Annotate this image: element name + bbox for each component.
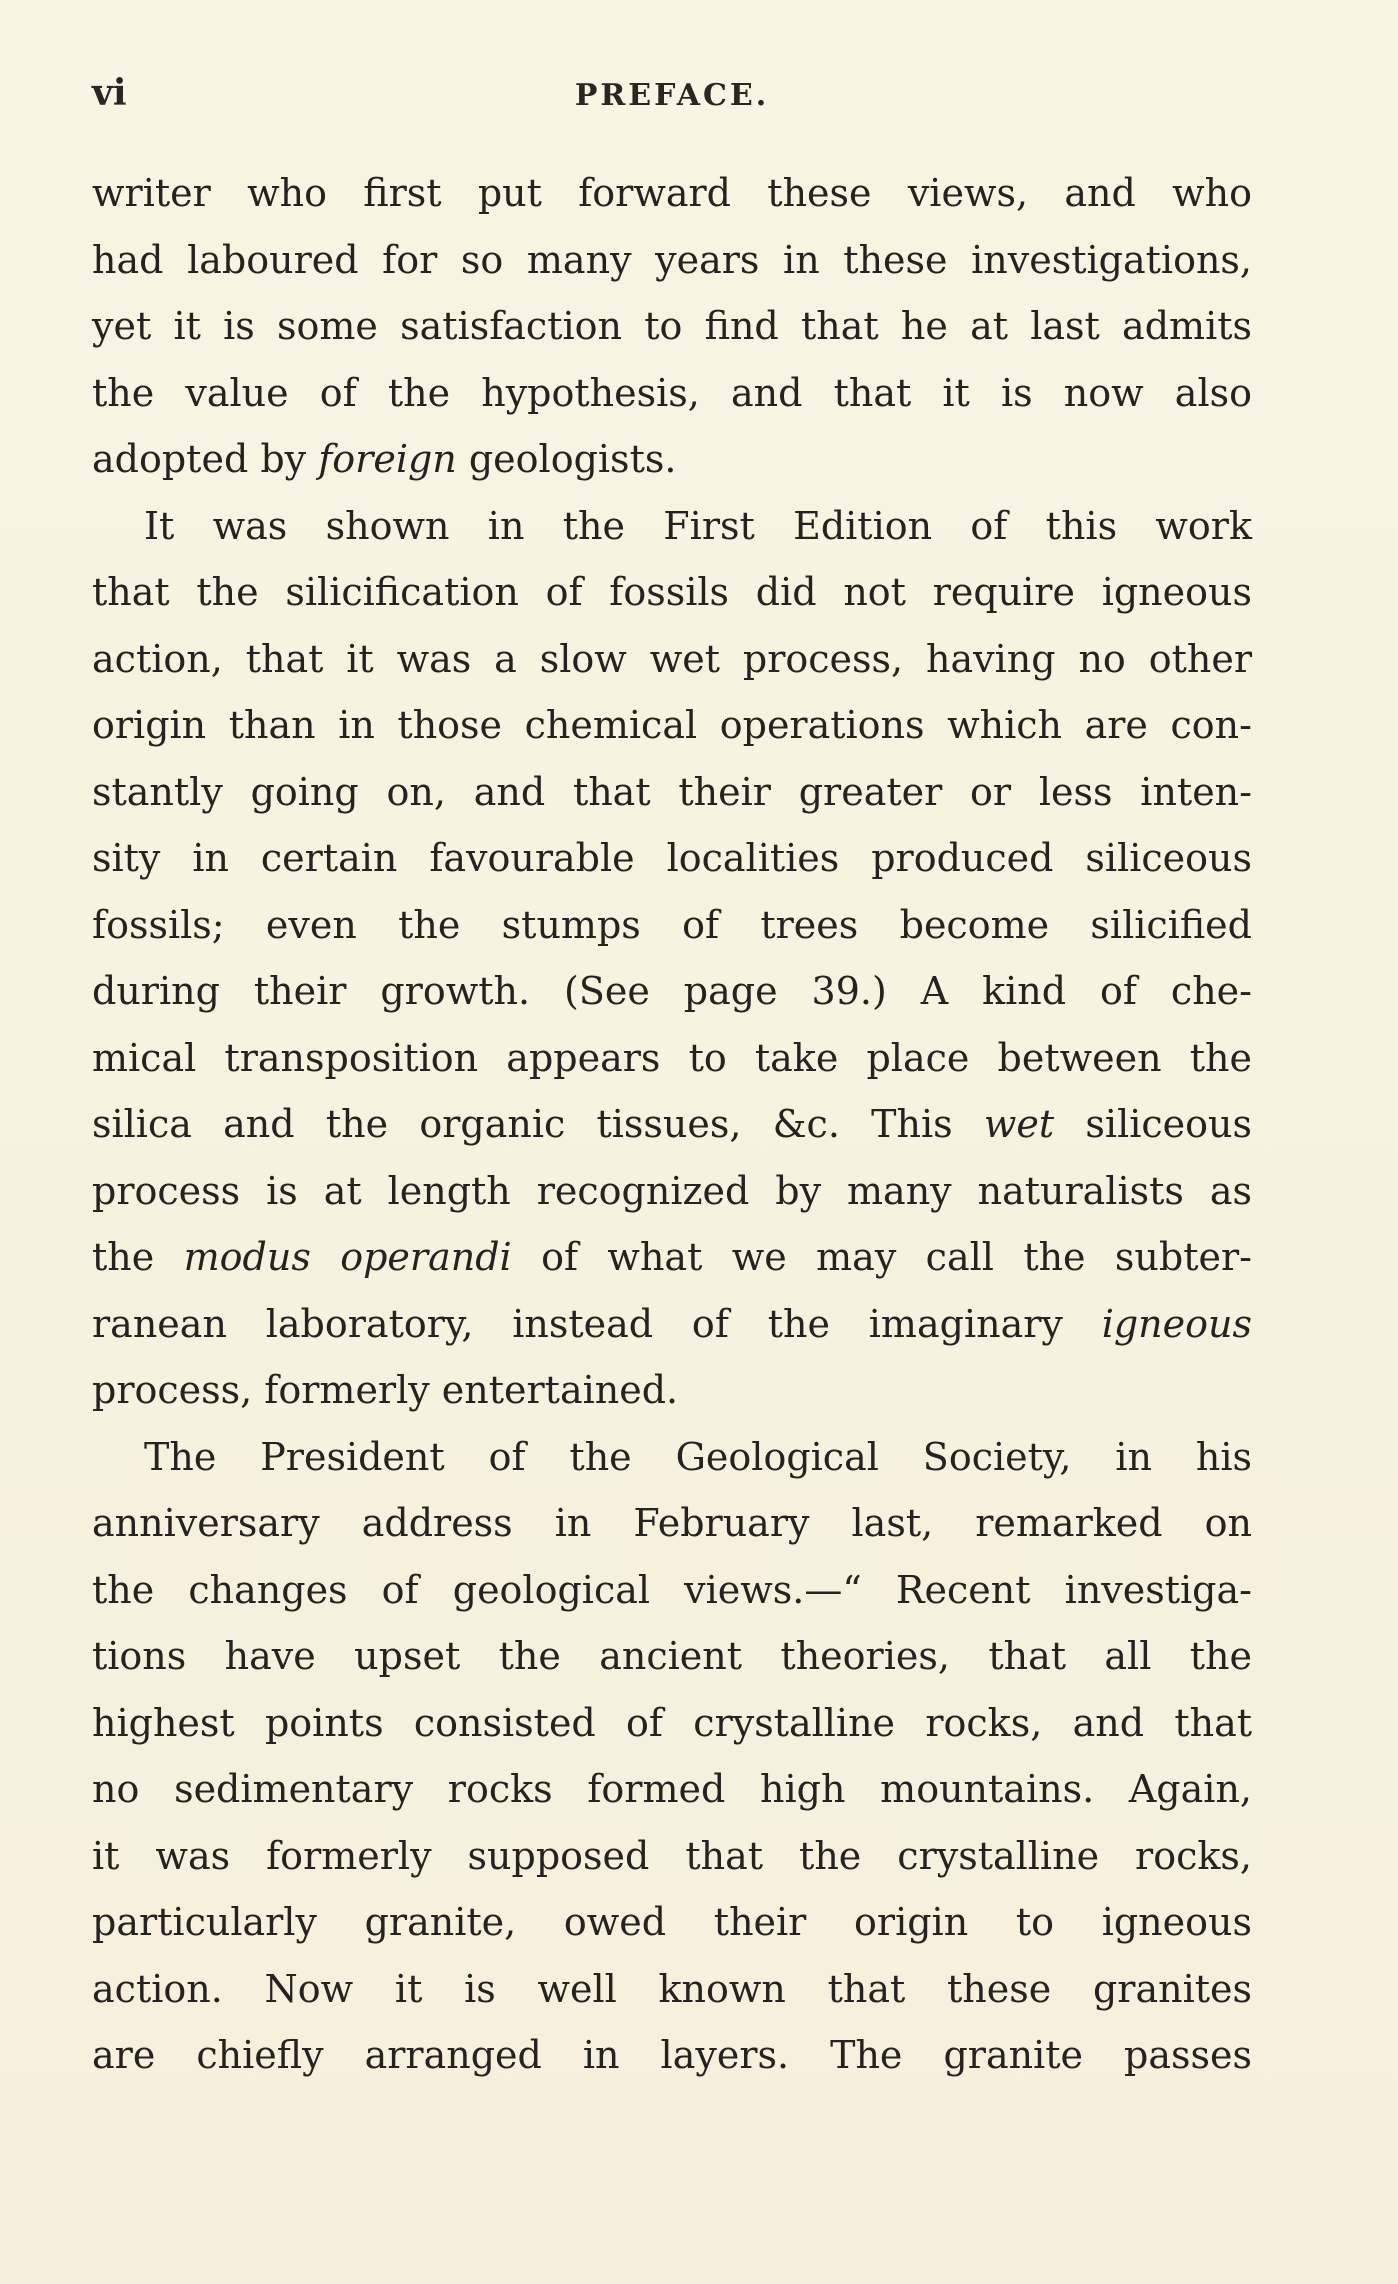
- italic-phrase: wet: [983, 1102, 1055, 1146]
- text-line: [92, 825, 1252, 892]
- text-line: [92, 759, 1252, 826]
- text-segment: of what we may call the subter-: [511, 1235, 1252, 1279]
- italic-phrase: igneous: [1101, 1301, 1252, 1346]
- body-text: [92, 160, 1252, 2089]
- text-segment: The President of the Geological Society, in his: [144, 1434, 1252, 1479]
- text-segment: fossils; even the stumps of trees become silicified: [92, 902, 1252, 947]
- page-number: vi: [92, 72, 127, 114]
- text-line: [92, 160, 1252, 227]
- text-segment: silica and the organic tissues, &c. This: [92, 1102, 984, 1146]
- text-line: [92, 426, 1252, 493]
- text-line: [92, 1291, 1252, 1358]
- text-line: [92, 1424, 1252, 1491]
- text-line: [92, 892, 1252, 959]
- text-line: [92, 227, 1252, 294]
- text-segment: are chiefly arranged in layers. The granite passes: [92, 2033, 1252, 2077]
- text-line: [92, 293, 1252, 360]
- text-line: [92, 626, 1252, 693]
- text-segment: anniversary address in February last, remarked on: [92, 1501, 1252, 1545]
- text-segment: highest points consisted of crystalline rocks, and that: [92, 1700, 1252, 1745]
- text-line: [92, 559, 1252, 626]
- text-segment: no sedimentary rocks formed high mountains. Again,: [92, 1767, 1252, 1811]
- text-segment: siliceous: [1054, 1102, 1253, 1146]
- text-segment: sity in certain favourable localities produced siliceous: [92, 836, 1252, 880]
- text-segment: writer who first put forward these views, and who: [92, 171, 1252, 215]
- text-line: [92, 1690, 1252, 1757]
- text-line: [92, 493, 1252, 560]
- text-line: [92, 1623, 1252, 1690]
- running-title: PREFACE.: [574, 78, 770, 113]
- text-line: [92, 1091, 1252, 1158]
- text-segment: mical transposition appears to take place between the: [92, 1035, 1252, 1080]
- text-segment: geologists.: [456, 437, 677, 481]
- text-segment: process, formerly entertained.: [92, 1368, 679, 1412]
- text-segment: action, that it was a slow wet process, having no other: [92, 636, 1252, 681]
- text-line: [92, 1889, 1252, 1956]
- text-segment: process is at length recognized by many naturalists as: [92, 1168, 1252, 1213]
- text-line: [92, 1357, 1252, 1424]
- text-segment: it was formerly supposed that the crystalline rocks,: [92, 1833, 1252, 1878]
- text-segment: the value of the hypothesis, and that it is now also: [92, 370, 1252, 415]
- text-segment: that the silicification of fossils did not require igneous: [92, 570, 1252, 614]
- text-segment: adopted by: [92, 437, 319, 481]
- text-segment: stantly going on, and that their greater or less inten-: [92, 769, 1252, 814]
- text-line: [92, 1158, 1252, 1225]
- text-line: [92, 1557, 1252, 1624]
- text-line: [92, 1756, 1252, 1823]
- text-segment: tions have upset the ancient theories, that all the: [92, 1634, 1252, 1678]
- text-segment: had laboured for so many years in these investigations,: [92, 237, 1252, 282]
- text-line: [92, 2022, 1252, 2089]
- text-line: [92, 360, 1252, 427]
- text-segment: the changes of geological views.—“ Recent investiga-: [92, 1567, 1252, 1612]
- text-line: [92, 1025, 1252, 1092]
- text-segment: during their growth. (See page 39.) A kind of che-: [92, 969, 1252, 1013]
- text-line: [92, 1956, 1252, 2023]
- text-line: [92, 1224, 1252, 1291]
- italic-phrase: modus operandi: [183, 1235, 512, 1279]
- text-segment: ranean laboratory, instead of the imaginary: [92, 1301, 1102, 1346]
- text-segment: origin than in those chemical operations which are con-: [92, 703, 1252, 747]
- text-segment: yet it is some satisfaction to find that he at last admits: [92, 304, 1252, 348]
- text-line: [92, 692, 1252, 759]
- running-head: [92, 72, 1252, 122]
- text-segment: particularly granite, owed their origin to igneous: [92, 1900, 1252, 1944]
- text-line: [92, 958, 1252, 1025]
- text-line: [92, 1823, 1252, 1890]
- italic-phrase: foreign: [318, 437, 457, 481]
- text-segment: It was shown in the First Edition of this work: [144, 503, 1252, 548]
- text-segment: action. Now it is well known that these granites: [92, 1966, 1252, 2011]
- text-segment: the: [92, 1235, 184, 1279]
- text-line: [92, 1490, 1252, 1557]
